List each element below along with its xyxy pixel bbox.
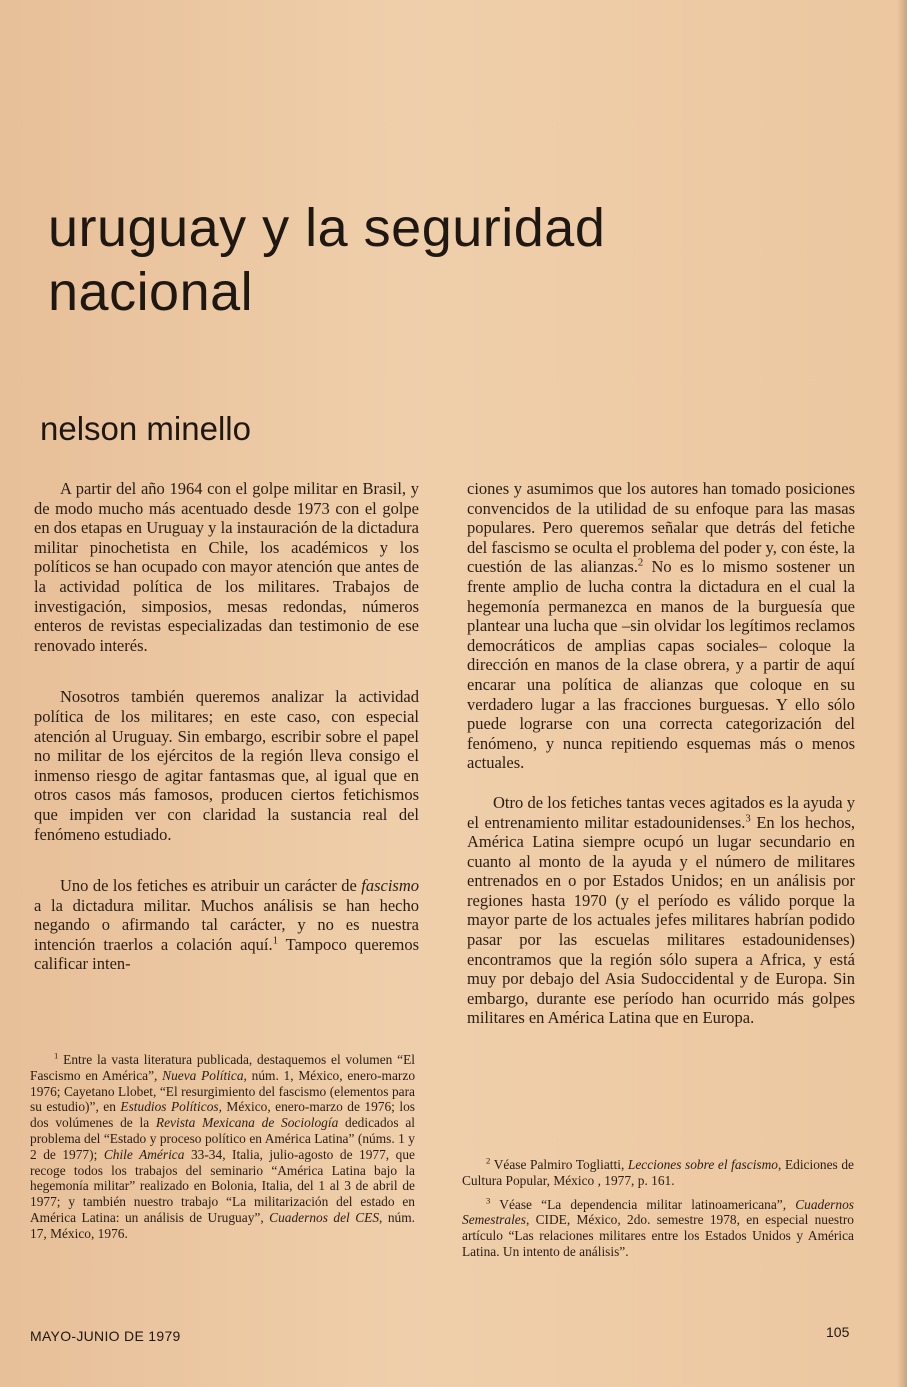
footnote-2: $^2$ Véase Palmiro Togliatti, Lecciones sobre el fascismo, Ediciones de Cultura Popular, México , 1977, p. 161. <box>462 1155 854 1188</box>
italic-term: fascismo <box>361 876 419 896</box>
footnote-ref-1: 1 <box>272 934 278 947</box>
page-number: 105 <box>826 1324 850 1340</box>
footnote-ref-3: 3 <box>745 812 751 824</box>
paragraph-military-politics: Nosotros también queremos analizar la actividad política de los militares; en este caso, con especial atención al Uruguay. Sin embargo, escribir sobre el papel no militar de los ejércitos de la región lleva consigo el inmenso riesgo de agitar fantasmas que, al igual que en otros casos más famosos, producen ciertos fetichismos que impiden ver con claridad la sustancia real del fenómeno estudiado. <box>34 687 419 844</box>
footnote-3: $^3$ Véase “La dependencia militar latinoamericana”, Cuadernos Semestrales, CIDE, México, 2do. semestre 1978, en especial nuestro artículo “Las relaciones militares entre los Estados Unidos y América Latina. Un intento de análisis”. <box>462 1195 854 1259</box>
left-column <box>34 479 419 974</box>
issue-date: MAYO-JUNIO DE 1979 <box>30 1328 181 1344</box>
right-column <box>467 479 855 1028</box>
paragraph-us-aid: Otro de los fetiches tantas veces agitados es la ayuda y el entrenamiento militar estadounidenses.$^3$ En los hechos, América Latina siempre ocupó un lugar secundario en cuanto al monto de la ayuda y el número de militares entrenados en o por Estados Unidos; en un análisis por regiones hasta 1970 (y el período es válido porque la mayor parte de los actuales jefes militares habrían podido pasar por las escuelas militares estadounidenses) encontramos que la región sólo supera a Africa, y está muy por debajo del Asia Sudoccidental y de Europa. Sin embargo, durante ese período han ocurrido más golpes militares en América Latina que en Europa. <box>467 792 856 1028</box>
paragraph-alliances: ciones y asumimos que los autores han tomado posiciones convencidos de la utilidad de su enfoque para las masas populares. Pero queremos señalar que detrás del fetiche del fascismo se oculta el problema del poder y, con éste, la cuestión de las alianzas.$^2$ No es lo mismo sostener un frente amplio de lucha contra la dictadura en el cual la hegemonía permanezca en manos de la burguesía que plantear una lucha que –sin olvidar los legítimos reclamos democráticos de amplias capas sociales– coloque la dirección en manos de la clase obrera, y a partir de aquí encarar una política de alianzas que coloque en su verdadero lugar a las fracciones burguesas. Y ello sólo puede lograrse con una correcta categorización del fenómeno, y nunca repitiendo esquemas más o menos actuales. <box>467 479 855 773</box>
footnote-ref-2: 2 <box>637 556 644 569</box>
paragraph-intro: A partir del año 1964 con el golpe militar en Brasil, y de modo mucho más acentuado desde 1973 con el golpe en dos etapas en Uruguay y la instauración de la dictadura militar pinochetista en Chile, los académicos y los políticos se han ocupado con mayor atención que antes de la actividad política de los militares. Trabajos de investigación, simposios, mesas redondas, números enteros de revistas especializadas dan testimonio de ese renovado interés. <box>34 479 419 655</box>
title-line-2: nacional <box>48 262 254 322</box>
paragraph-fascism-fetish: Uno de los fetiches es atribuir un carácter de fascismo a la dictadura militar. Muchos análisis se han hecho negando o afirmando tal carácter, y no es nuestra intención traerlos a colación aquí.$^1$ Tampoco queremos calificar inten- <box>34 876 419 974</box>
footnotes-left <box>30 1052 415 1242</box>
article-title <box>48 196 828 324</box>
author-name: nelson minello <box>40 410 251 447</box>
footnotes-right <box>462 1157 854 1260</box>
title-line-1: uruguay y la seguridad <box>48 198 606 258</box>
footnote-1: $^1$ Entre la vasta literatura publicada, destaquemos el volumen “El Fascismo en América”, Nueva Política, núm. 1, México, enero-marzo 1976; Cayetano Llobet, “El resurgimiento del fascismo (elementos para su estudio)”, en Estudios Políticos, México, enero-marzo de 1976; los dos volúmenes de la Revista Mexicana de Sociología dedicados al problema del “Estado y proceso político en América Latina” (núms. 1 y 2 de 1977); Chile América 33-34, Italia, julio-agosto de 1977, que recoge todos los trabajos del seminario “América Latina bajo la hegemonía militar” realizado en Bolonia, Italia, del 1 al 3 de abril de 1977; y también nuestro trabajo “La militarización del estado en América Latina: un análisis de Uruguay”, Cuadernos del CES, núm. 17, México, 1976. <box>30 1050 416 1241</box>
page-edge-shadow <box>897 0 907 1387</box>
